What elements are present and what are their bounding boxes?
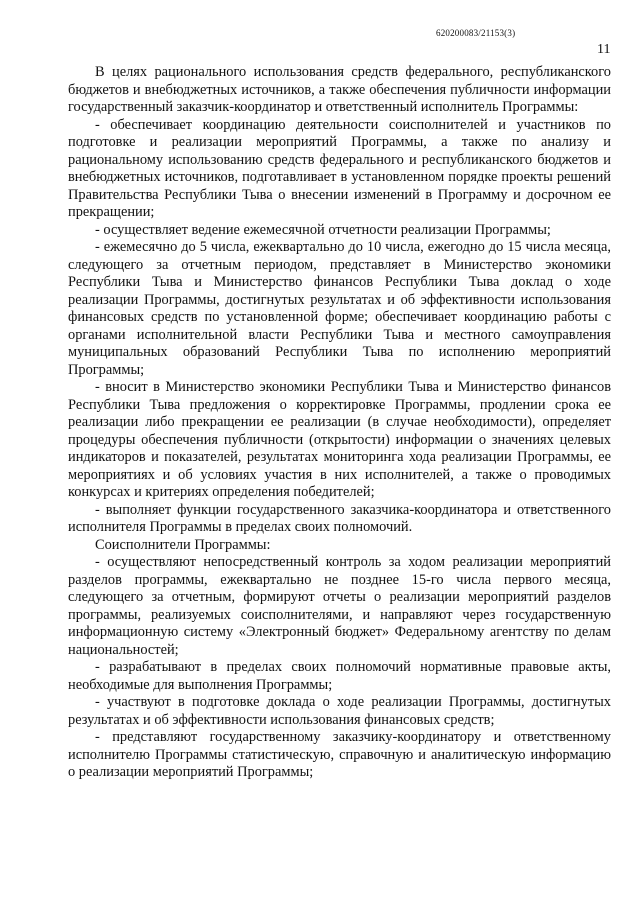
paragraph-control: - осуществляют непосредственный контроль за ходом реализации мероприятий разделов программы, ежеквартально не позднее 15-го числа первого месяца, следующего за отчетным, формируют отчеты о реализации мероприятий разделов программы, реализуемых соисполнителями, и направляют через государственную информационную систему «Электронный бюджет» Федеральному агентству по делам национальностей;	[68, 554, 611, 658]
paragraph-coexecutors-heading: Соисполнители Программы:	[95, 536, 271, 553]
paragraph-information: - представляют государственному заказчику-координатору и ответственному исполнителю Программы статистическую, справочную и аналитическую информацию о реализации мероприятий Программы;	[68, 729, 611, 780]
paragraph-monthly-reporting: - осуществляет ведение ежемесячной отчетности реализации Программы;	[95, 221, 551, 238]
paragraph-coordination: - обеспечивает координацию деятельности соисполнителей и участников по подготовке и реализации мероприятий Программы, а также по анализу и рациональному использованию средств федерального и республиканского бюджетов и внебюджетных источников, подготавливает в установленном порядке проекты решений Правительства Республики Тыва о внесении изменений в Программу и досрочном ее прекращении;	[68, 116, 611, 220]
paragraph-proposals: - вносит в Министерство экономики Республики Тыва и Министерство финансов Республики Тыва предложения о корректировке Программы, продлении срока ее реализации либо прекращении ее реализации (в случае необходимости), определяет процедуры обеспечения публичности (открытости) информации о значениях целевых индикаторов и показателей, результатах мониторинга хода реализации Программы, ее мероприятиях и об условиях участия в них исполнителей, а также о проводимых конкурсах и критериях определения победителей;	[68, 379, 611, 500]
document-code: 620200083/21153(3)	[436, 28, 516, 38]
paragraph-legal-acts: - разрабатывают в пределах своих полномочий нормативные правовые акты, необходимые для выполнения Программы;	[68, 659, 611, 693]
paragraph-report-deadlines: - ежемесячно до 5 числа, ежеквартально до 10 числа, ежегодно до 15 числа месяца, следующего за отчетным периодом, представляет в Министерство экономики Республики Тыва и Министерство финансов Республики Тыва доклад о ходе реализации Программы, достигнутых результатах и об эффективности использования финансовых средств по установленной форме; обеспечивает координацию работы с органами исполнительной власти Республики Тыва и местного самоуправления муниципальных образований Республики Тыва по исполнению мероприятий Программы;	[68, 239, 611, 378]
document-body	[68, 64, 611, 782]
page-number: 11	[597, 42, 611, 57]
paragraph-intro: В целях рационального использования средств федерального, республиканского бюджетов и внебюджетных источников, а также обеспечения публичности информации государственный заказчик-координатор и ответственный исполнитель Программы:	[68, 64, 611, 115]
paragraph-functions: - выполняет функции государственного заказчика-координатора и ответственного исполнителя Программы в пределах своих полномочий.	[68, 501, 611, 535]
paragraph-report-participation: - участвуют в подготовке доклада о ходе реализации Программы, достигнутых результатах и об эффективности использования финансовых средств;	[68, 694, 611, 728]
